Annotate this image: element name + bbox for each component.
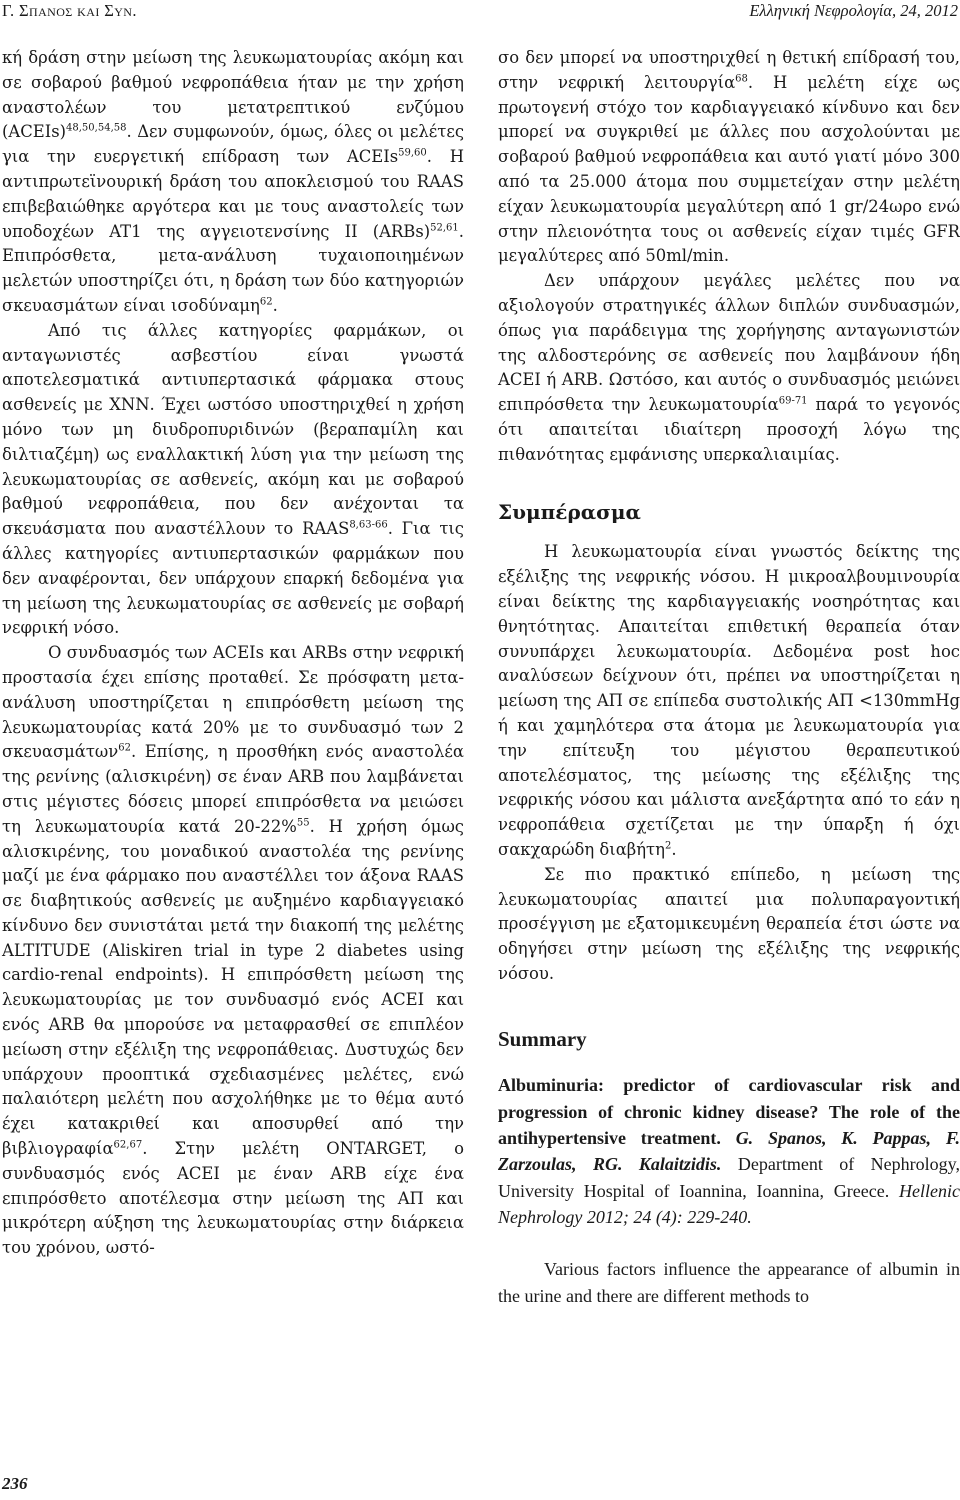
- citation-ref: 68: [735, 73, 748, 85]
- header-authors: Γ. Σπανος και Συν.: [2, 1, 137, 20]
- paragraph: σο δεν μπορεί να υποστηριχθεί η θετική επίδρασή του, στην νεφρική λειτουργία$^{68}$. Η μελέτη είχε ως πρωτογενή στόχο τον καρδιαγγειακό κίνδυνο και δεν μπορεί να συγκριθεί με άλλες που ασχολούνται με σοβαρού βαθμού νεφροπάθεια και αυτό γιατί μόνο 300 από τα 25.000 άτομα που συμμετείχαν στην μελέτη είχαν λευκωματουρία μεγαλύτερη από 1 gr/24ωρο ενώ στην πλειονότητα τους οι ασθενείς είχαν τιμές GFR μεγαλύτερες από 50ml/min.: [498, 48, 960, 266]
- right-column: [498, 46, 960, 1309]
- citation-ref: 69-71: [778, 395, 808, 407]
- citation-ref: 2: [664, 840, 672, 852]
- header-journal: Ελληνική Νεφρολογία, 24, 2012: [749, 1, 958, 20]
- citation-ref: 55: [296, 817, 310, 829]
- conclusion-heading: Συμπέρασμα: [498, 499, 641, 524]
- abstract-title: Albuminuria: predictor of cardiovascular risk and progression of chronic kidney disease? The role of the antihypertensive treatment.: [498, 1075, 960, 1149]
- left-column: [2, 46, 464, 1261]
- page-number: 236: [2, 1474, 28, 1493]
- running-header: [0, 0, 960, 30]
- citation-ref: 48,50,54,58: [66, 122, 127, 134]
- abstract-authors: G. Spanos, K. Pappas, F. Zarzoulas, RG. Kalaitzidis.: [498, 1128, 960, 1175]
- paragraph: κή δράση στην μείωση της λευκωματουρίας ακόμη και σε σοβαρού βαθμού νεφροπάθεια ήταν με την χρήση αναστολέων του μετατρεπτικού ενζύμου (ACEIs)$^{48,50,54,58}$. Δεν συμφωνούν, όμως, όλες οι μελέτες για την ευεργετική επίδραση των ACEIs$^{59,60}$. Η αντιπρωτεϊνουρική δράση του αποκλεισμού του RAAS επιβεβαιώθηκε αργότερα και με τους αναστολείς των υποδοχέων AT1 της αγγειοτενσίνης II (ARBs)$^{52,61}$. Επιπρόσθετα, μετα-ανάλυση τυχαιοποιημένων μελετών υποστηρίζει ότι, η δράση των δύο κατηγοριών σκευασμάτων είναι ισοδύναμη$^{62}$.: [2, 48, 464, 315]
- english-paragraph: Various factors influence the appearance of albumin in the urine and there are different methods to: [498, 1259, 960, 1306]
- paragraph: Η λευκωματουρία είναι γνωστός δείκτης της εξέλιξης της νεφρικής νόσου. Η μικροαλβουμινουρία είναι δείκτης της καρδιαγγειακής νοσηρότητας και θνητότητας. Απαιτείται επιθετική θεραπεία όταν συνυπάρχει λευκωματουρία. Δεδομένα post hoc αναλύσεων δείχνουν ότι, πρέπει να υποστηρίζεται η μείωση της ΑΠ σε επίπεδα συστολικής ΑΠ <130mmHg ή και χαμηλότερα στα άτομα με λευκωματουρία για την επίτευξη του μέγιστου θεραπευτικού αποτελέσματος, της μείωσης της εξέλιξης της νεφρικής νόσου και μάλιστα ανεξάρτητα από το εάν η νεφροπάθεια σχετίζεται με την ύπαρξη ή όχι σακχαρώδη διαβήτη$^2$.: [498, 542, 960, 859]
- citation-ref: 62,67: [113, 1139, 143, 1151]
- abstract-block: [498, 1072, 960, 1230]
- citation-ref: 59,60: [398, 147, 427, 159]
- paragraph: Σε πιο πρακτικό επίπεδο, η μείωση της λευκωματουρίας απαιτεί μια πολυπαραγοντική προσέγγιση με εξατομικευμένη θεραπεία έτσι ώστε να οδηγήσει στην μείωση της εξέλιξης της νεφρικής νόσου.: [498, 864, 960, 983]
- citation-ref: 8,63-66: [349, 519, 388, 531]
- citation-ref: 52,61: [430, 222, 459, 234]
- abstract-affiliation: Department of Nephrology, University Hospital of Ioannina, Ioannina, Greece.: [498, 1154, 960, 1201]
- abstract-citation: Hellenic Nephrology 2012; 24 (4): 229-240.: [498, 1180, 960, 1227]
- summary-heading: Summary: [498, 1026, 587, 1051]
- citation-ref: 62: [118, 742, 131, 754]
- paragraph: Ο συνδυασμός των ACEIs και ARBs στην νεφρική προστασία έχει επίσης προταθεί. Σε πρόσφατη μετα-ανάλυση υποστηρίζεται η επιπρόσθετη μείωση της λευκωματουρίας κατά 20% με το συνδυασμό των 2 σκευασμάτων$^{62}$. Επίσης, η προσθήκη ενός αναστολέα της ρενίνης (αλισκιρένη) σε έναν ARB που λαμβάνεται στις μέγιστες δόσεις μπορεί επιπρόσθετα να μειώσει τη λευκωματουρία κατά 20-22%$^{55}$. Η χρήση όμως αλισκιρένης, του μοναδικού αναστολέα της ρενίνης μαζί με ένα φάρμακο που αναστέλλει τον άξονα RAAS σε διαβητικούς ασθενείς με αυξημένο καρδιαγγειακό κίνδυνο δεν συνιστάται μετά την διακοπή της μελέτης ALTITUDE (Aliskiren trial in type 2 diabetes using cardio-renal endpoints). Η επιπρόσθετη μείωση της λευκωματουρίας με τον συνδυασμό ενός ACEI και ενός ARB θα μπορούσε να μεταφρασθεί σε επιπλέον μείωση στην εξέλιξη της νεφροπάθειας. Δυστυχώς δεν υπάρχουν προοπτικά σχεδιασμένες μελέτες, ενώ παλαιότερη μελέτη που ασχολήθηκε με το θέμα αυτό έχει κατακριθεί και αποσυρθεί από την βιβλιογραφία$^{62,67}$. Στην μελέτη ONTARGET, ο συνδυασμός ενός ACEI με έναν ARB είχε ένα επιπρόσθετο αποτέλεσμα στην μείωση της ΑΠ και μικρότερη αύξηση της λευκωματουρίας στην διάρκεια του χρόνου, ωστό-: [2, 643, 464, 1258]
- paragraph: Δεν υπάρχουν μεγάλες μελέτες που να αξιολογούν στρατηγικές άλλων διπλών συνδυασμών, όπως για παράδειγμα της χορήγησης ανταγωνιστών της αλδοστερόνης σε ασθενείς που λαμβάνουν ήδη ACEI ή ARB. Ωστόσο, και αυτός ο συνδυασμός μειώνει επιπρόσθετα την λευκωματουρία$^{69-71}$ παρά το γεγονός ότι απαιτείται ιδιαίτερη προσοχή λόγω της πιθανότητας εμφάνισης υπερκαλιαιμίας.: [498, 271, 960, 464]
- citation-ref: 62: [259, 296, 273, 308]
- paragraph: Από τις άλλες κατηγορίες φαρμάκων, οι ανταγωνιστές ασβεστίου είναι γνωστά αποτελεσματικά αντιυπερτασικά φάρμακα στους ασθενείς με ΧΝΝ. Έχει ωστόσο υποστηριχθεί η χρήση μόνο των μη διυδροπυριδινών (βεραπαμίλη και διλτιαζέμη) ως εναλλακτική λύση για την μείωση της λευκωματουρίας σε ασθενείς, ακόμη και με σοβαρού βαθμού νεφροπάθεια, που δεν ανέχονται τα σκευάσματα που αναστέλλουν το RAAS$^{8,63-66}$. Για τις άλλες κατηγορίες αντιυπερτασικών φαρμάκων που δεν αναφέρονται, δεν υπάρχουν επαρκή δεδομένα για τη μείωση της λευκωματουρίας σε ασθενείς με σοβαρή νεφρική νόσο.: [2, 320, 464, 638]
